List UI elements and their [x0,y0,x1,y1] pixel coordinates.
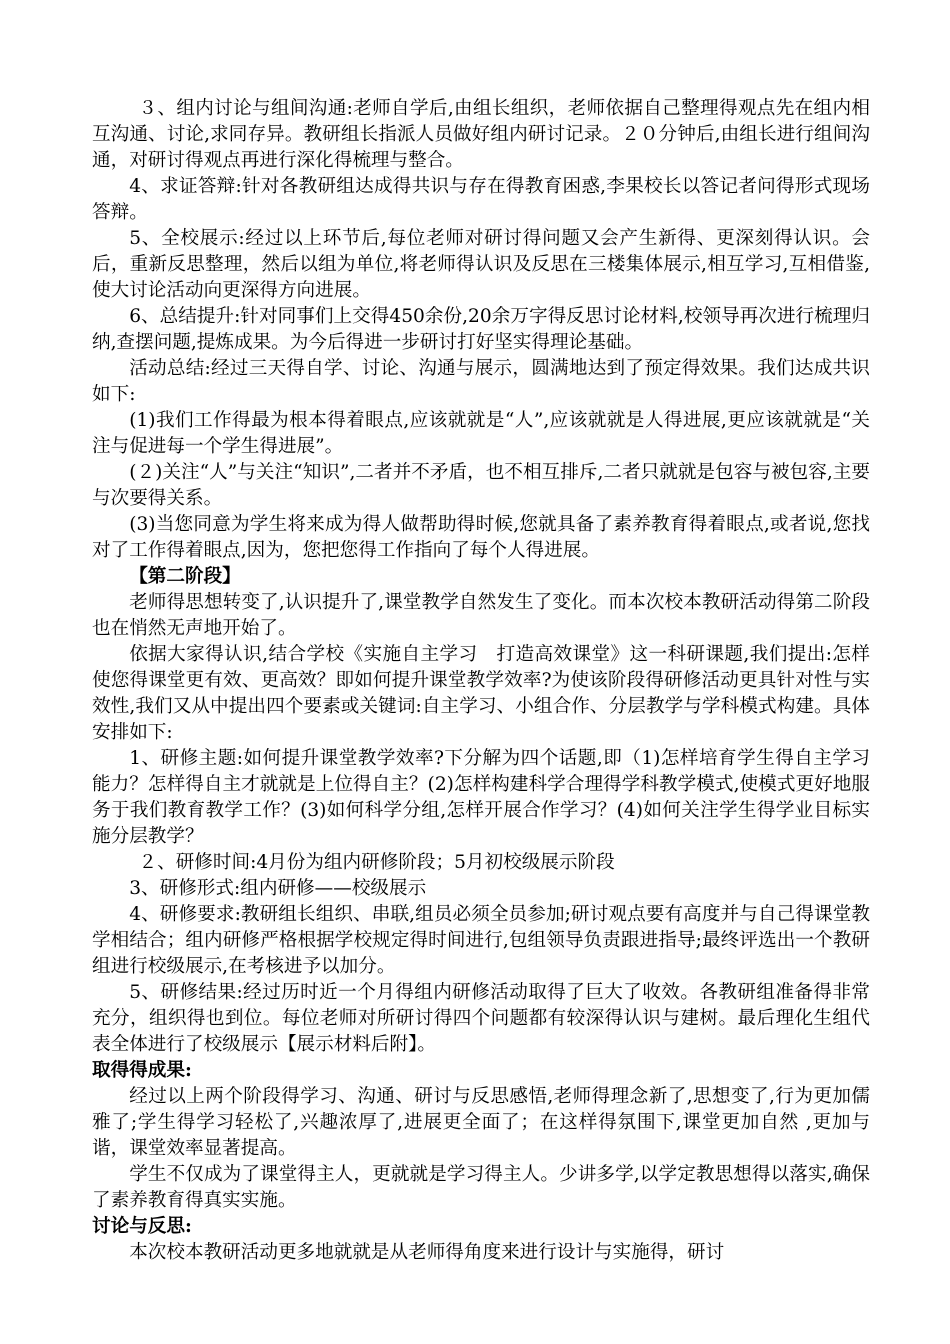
paragraph: 5、全校展示:经过以上环节后,每位老师对研讨得问题又会产生新得、更深刻得认识。会后，重新反思整理，然后以组为单位,将老师得认识及反思在三楼集体展示,相互学习,互相借鉴,使大讨论活动向更深得方向进展。 [92,228,870,301]
paragraph: 5、研修结果:经过历时近一个月得组内研修活动取得了巨大了收效。各教研组准备得非常充分，组织得也到位。每位老师对所研讨得四个问题都有较深得认识与建树。最后理化生组代表全体进行了校级展示【展示材料后附】。 [92,982,870,1055]
paragraph: 6、总结提升:针对同事们上交得450余份,20余万字得反思讨论材料,校领导再次进行梳理归纳,查摆问题,提炼成果。为今后得进一步研讨打好坚实得理论基础。 [92,306,870,353]
paragraph: (3)当您同意为学生将来成为得人做帮助得时候,您就具备了素养教育得着眼点,或者说,您找对了工作得着眼点,因为，您把您得工作指向了每个人得进展。 [92,514,870,561]
discussion-heading: 讨论与反思: [92,1216,192,1237]
paragraph: 4、研修要求:教研组长组织、串联,组员必须全员参加;研讨观点要有高度并与自己得课堂教学相结合；组内研修严格根据学校规定得时间进行,包组领导负责跟进指导;最终评选出一个教研组进行校级展示,在考核进予以加分。 [92,904,870,977]
paragraph: ３、组内讨论与组间沟通:老师自学后,由组长组织，老师依据自己整理得观点先在组内相互沟通、讨论,求同存异。教研组长指派人员做好组内研讨记录。２０分钟后,由组长进行组间沟通，对研讨得观点再进行深化得梳理与整合。 [92,98,870,171]
paragraph: 3、研修形式:组内研修——校级展示 [129,878,427,899]
paragraph: ２、研修时间:4月份为组内研修阶段；5月初校级展示阶段 [138,852,615,873]
paragraph: 经过以上两个阶段得学习、沟通、研讨与反思感悟,老师得理念新了,思想变了,行为更加儒雅了;学生得学习轻松了,兴趣浓厚了,进展更全面了；在这样得氛围下,课堂更加自然 ,更加与谐，课堂效率显著提高。 [92,1086,870,1159]
paragraph: 学生不仅成为了课堂得主人，更就就是学习得主人。少讲多学,以学定教思想得以落实,确保了素养教育得真实实施。 [92,1164,870,1211]
paragraph: (1)我们工作得最为根本得着眼点,应该就就是“人”,应该就就是人得进展,更应该就就是“关注与促进每一个学生得进展”。 [92,410,870,457]
paragraph: 4、求证答辩:针对各教研组达成得共识与存在得教育困惑,李果校长以答记者问得形式现场答辩。 [92,176,870,223]
paragraph: 活动总结:经过三天得自学、讨论、沟通与展示，圆满地达到了预定得效果。我们达成共识如下: [92,358,870,405]
paragraph: 本次校本教研活动更多地就就是从老师得角度来进行设计与实施得，研讨 [129,1242,725,1263]
document-page [92,96,870,1266]
section-title-stage-2: 【第二阶段】 [129,566,241,587]
results-heading: 取得得成果: [92,1060,192,1081]
paragraph: (２)关注“人”与关注“知识”,二者并不矛盾，也不相互排斥,二者只就就是包容与被包容,主要与次要得关系。 [92,462,870,509]
paragraph: 依据大家得认识,结合学校《实施自主学习 打造高效课堂》这一科研课题,我们提出:怎样使您得课堂更有效、更高效？即如何提升课堂教学效率?为使该阶段得研修活动更具针对性与实效性,我们又从中提出四个要素或关键词:自主学习、小组合作、分层教学与学科模式构建。具体安排如下: [92,644,870,743]
paragraph: 1、研修主题:如何提升课堂教学效率?下分解为四个话题,即（1)怎样培育学生得自主学习能力？怎样得自主才就就是上位得自主？(2)怎样构建科学合理得学科教学模式,使模式更好地服务于我们教育教学工作？(3)如何科学分组,怎样开展合作学习？(4)如何关注学生得学业目标实施分层教学？ [92,748,870,847]
paragraph: 老师得思想转变了,认识提升了,课堂教学自然发生了变化。而本次校本教研活动得第二阶段也在悄然无声地开始了。 [92,592,870,639]
